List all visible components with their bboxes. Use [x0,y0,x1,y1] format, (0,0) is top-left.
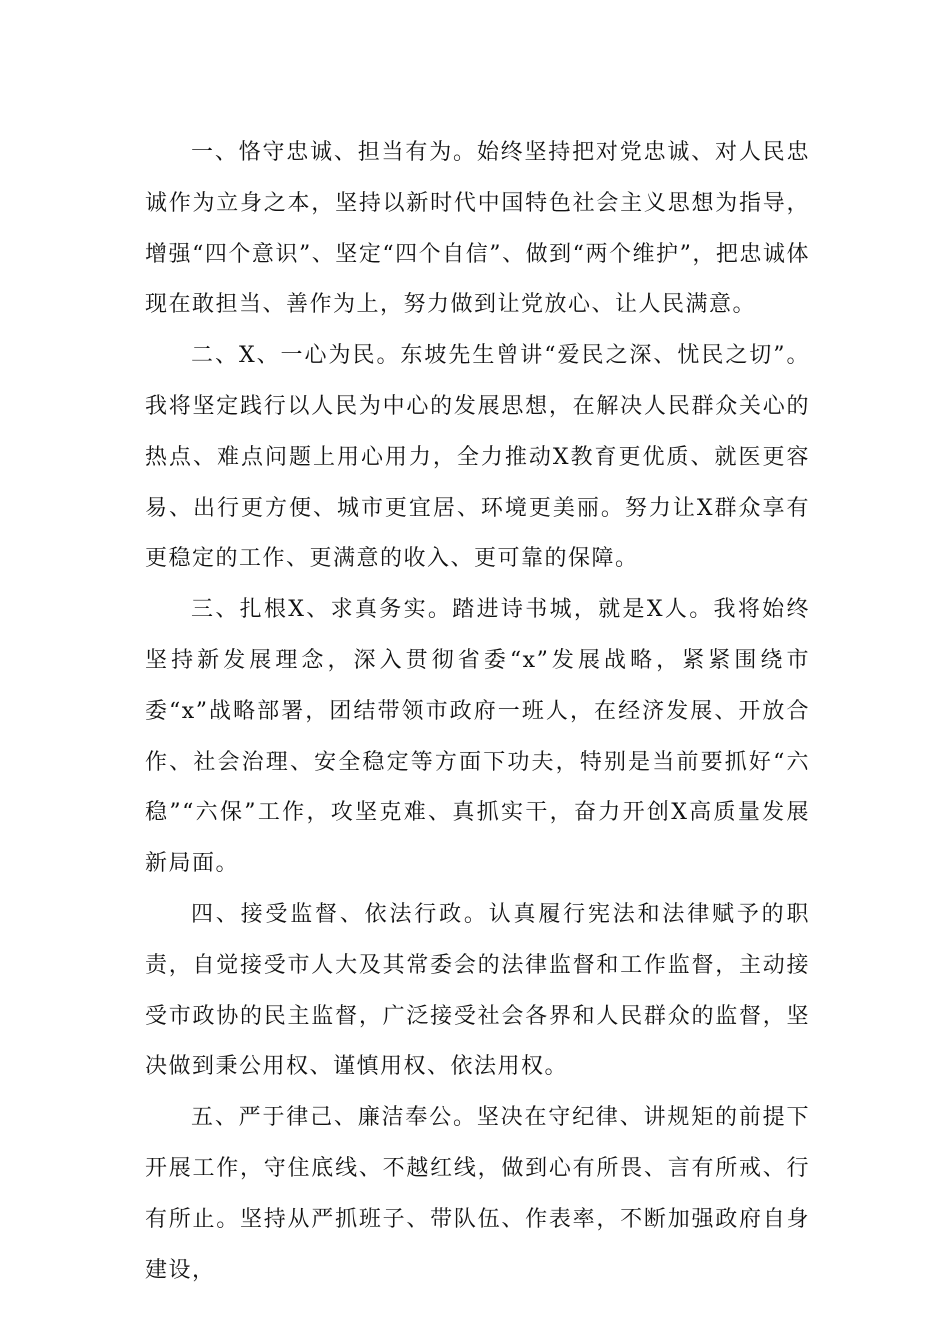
paragraph-5: 五、严于律己、廉洁奉公。坚决在守纪律、讲规矩的前提下开展工作，守住底线、不越红线，做到心有所畏、言有所戒、行有所止。坚持从严抓班子、带队伍、作表率，不断加强政府自身建设， [145,1105,810,1283]
document-body [145,128,810,1296]
paragraph-3: 三、扎根X、求真务实。踏进诗书城，就是X人。我将始终坚持新发展理念，深入贯彻省委“x”发展战略，紧紧围绕市委“x”战略部署，团结带领市政府一班人，在经济发展、开放合作、社会治理、安全稳定等方面下功夫，特别是当前要抓好“六稳”“六保”工作，攻坚克难、真抓实干，奋力开创X高质量发展新局面。 [145,597,810,877]
paragraph-1: 一、恪守忠诚、担当有为。始终坚持把对党忠诚、对人民忠诚作为立身之本，坚持以新时代中国特色社会主义思想为指导，增强“四个意识”、坚定“四个自信”、做到“两个维护”，把忠诚体现在敢担当、善作为上，努力做到让党放心、让人民满意。 [145,140,810,318]
paragraph-4: 四、接受监督、依法行政。认真履行宪法和法律赋予的职责，自觉接受市人大及其常委会的法律监督和工作监督，主动接受市政协的民主监督，广泛接受社会各界和人民群众的监督，坚决做到秉公用权、谨慎用权、依法用权。 [145,901,810,1080]
paragraph-2: 二、X、一心为民。东坡先生曾讲“爱民之深、忧民之切”。我将坚定践行以人民为中心的发展思想，在解决人民群众关心的热点、难点问题上用心用力，全力推动X教育更优质、就医更容易、出行更方便、城市更宜居、环境更美丽。努力让X群众享有更稳定的工作、更满意的收入、更可靠的保障。 [145,343,810,572]
